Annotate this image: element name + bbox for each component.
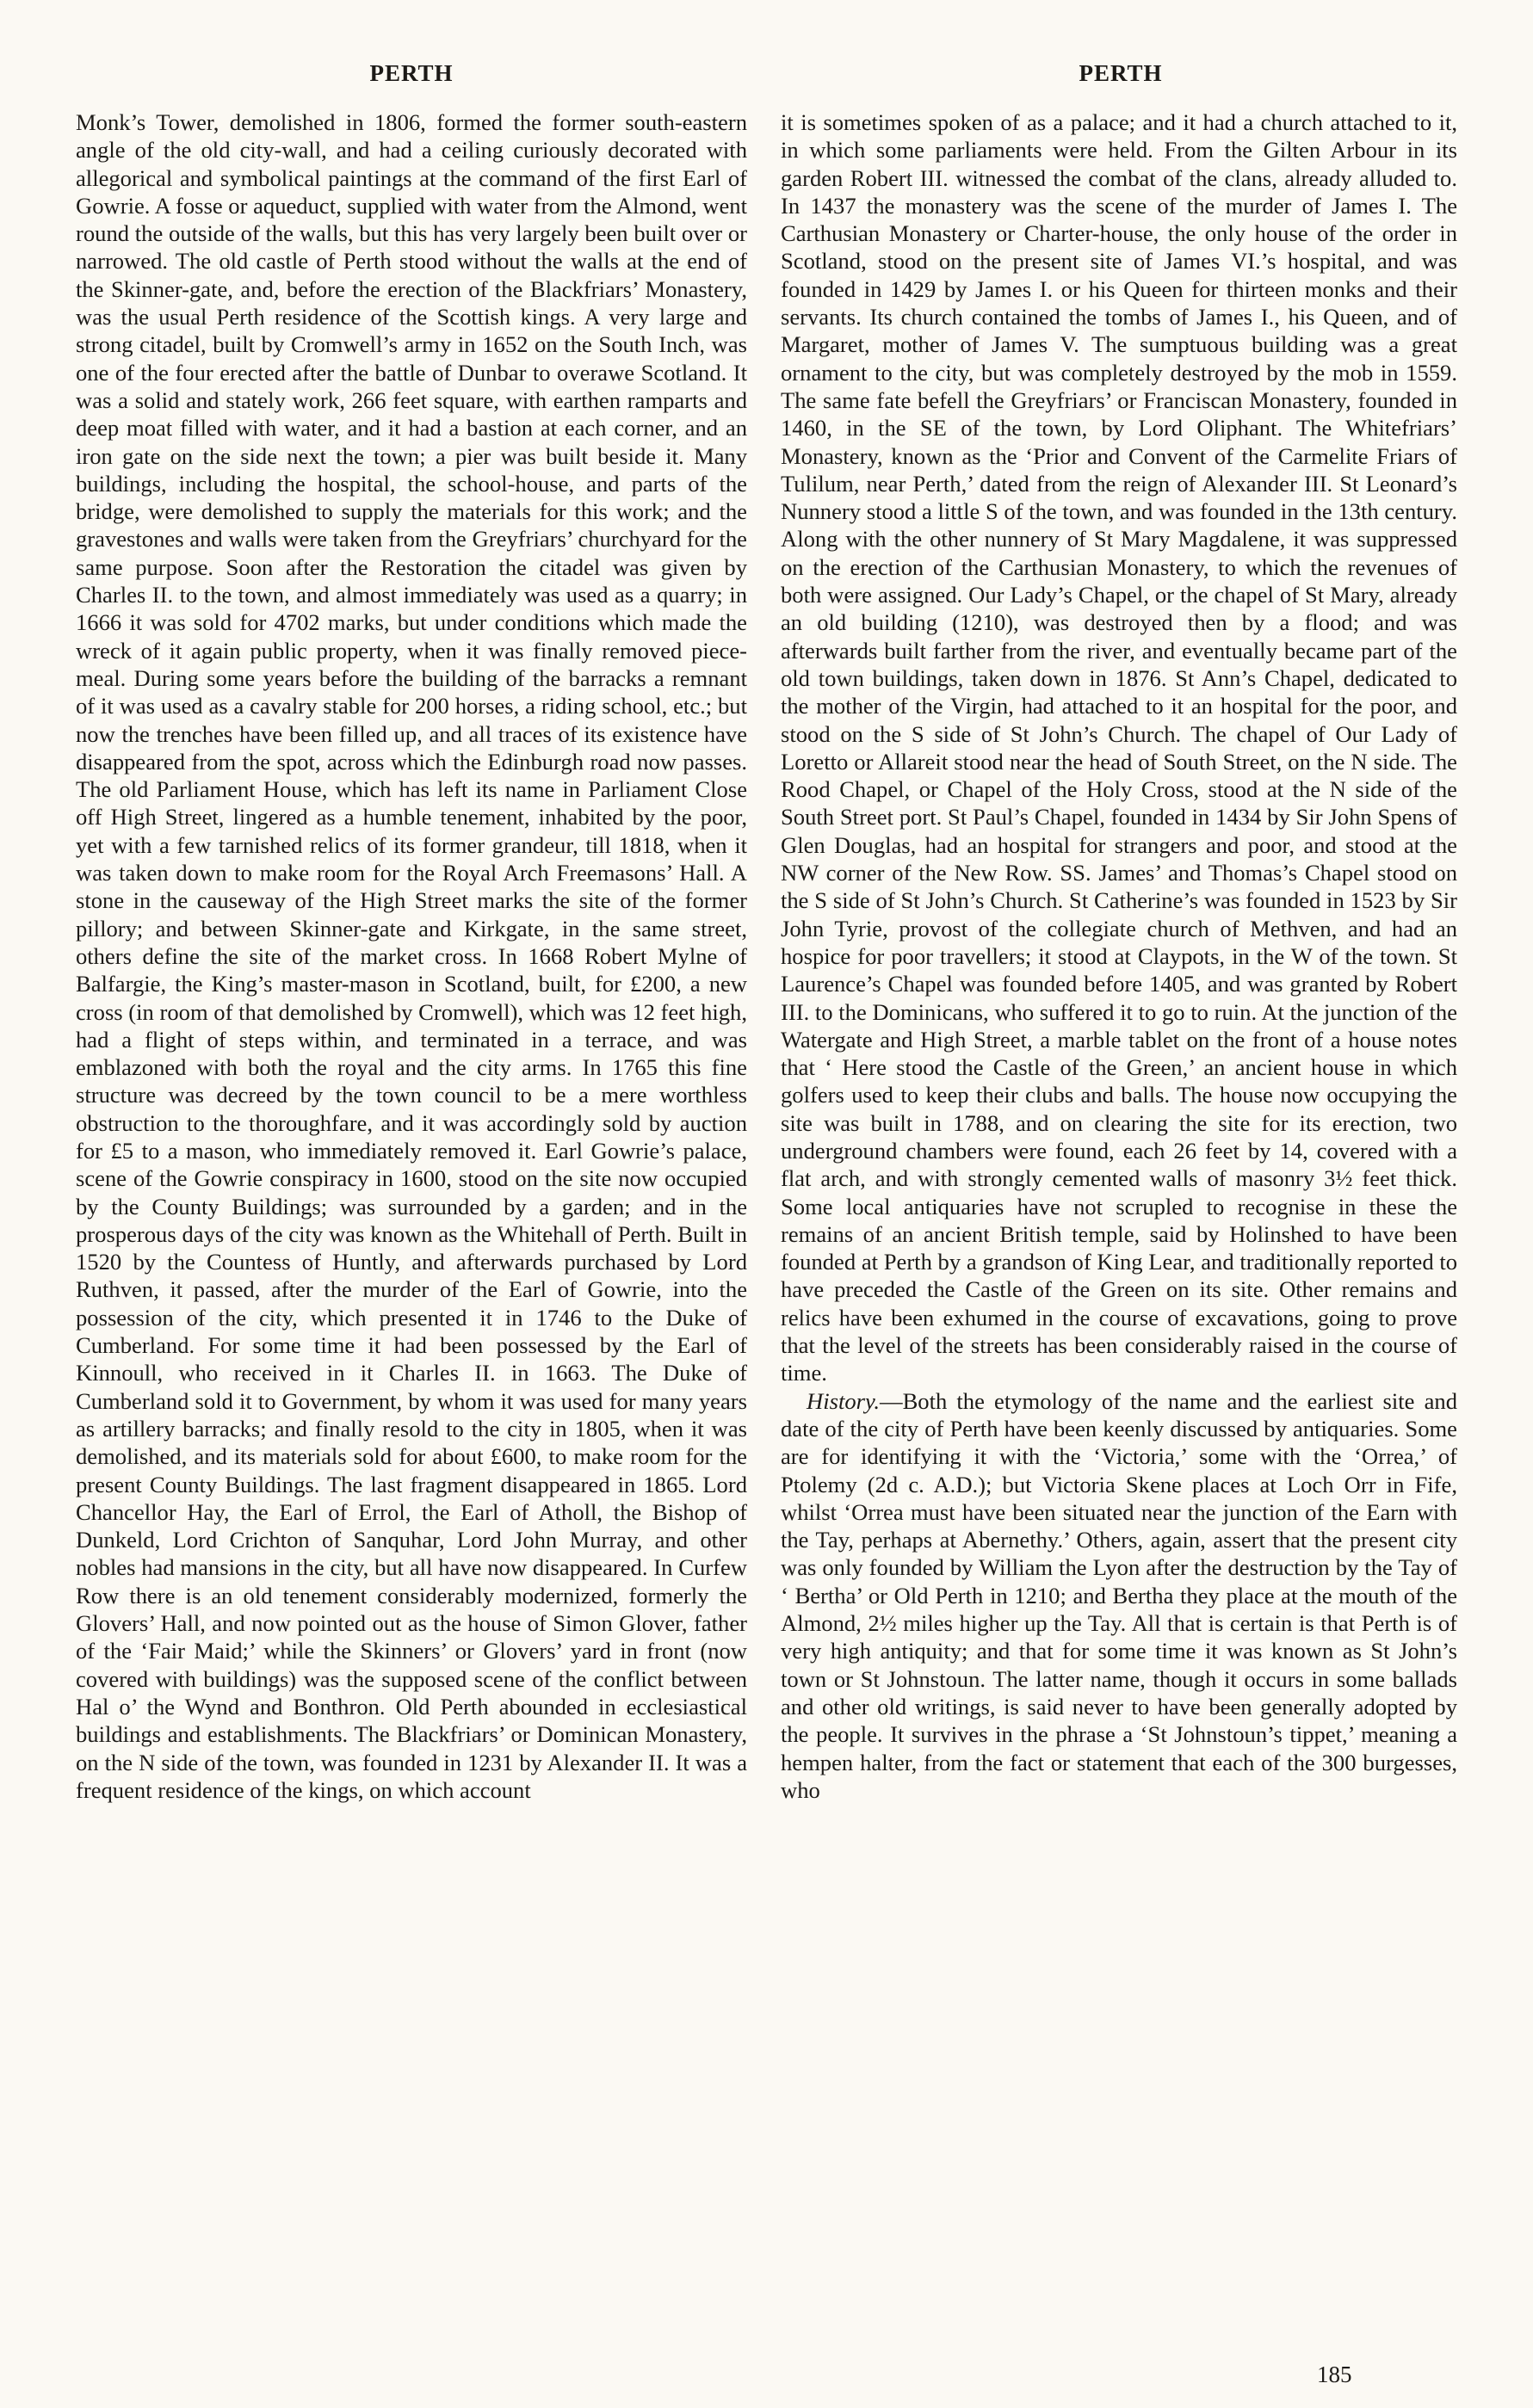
history-paragraph: [781, 1387, 1457, 1804]
right-column: [781, 108, 1457, 1804]
paragraph: it is sometimes spoken of as a palace; and it had a church attached to it, in which some parliaments were held. From the Gilten Arbour in its garden Robert III. witnessed the combat of the clans, already alluded to. In 1437 the monastery was the scene of the murder of James I. The Carthusian Monastery or Charter-house, the only house of the order in Scotland, stood on the present site of James VI.’s hospital, and was founded in 1429 by James I. or his Queen for thirteen monks and their servants. Its church contained the tombs of James I., his Queen, and of Margaret, mother of James V. The sumptuous building was a great ornament to the city, but was completely destroyed by the mob in 1559. The same fate befell the Greyfriars’ or Franciscan Monastery, founded in 1460, in the SE of the town, by Lord Oliphant. The Whitefriars’ Monastery, known as the ‘Prior and Convent of the Carmelite Friars of Tulilum, near Perth,’ dated from the reign of Alexander III. St Leonard’s Nunnery stood a little S of the town, and was founded in the 13th century. Along with the other nunnery of St Mary Magdalene, it was suppressed on the erection of the Carthusian Monastery, to which the revenues of both were assigned. Our Lady’s Chapel, or the chapel of St Mary, already an old building (1210), was destroyed then by a flood; and was afterwards built farther from the river, and eventually became part of the old town buildings, taken down in 1876. St Ann’s Chapel, dedicated to the mother of the Virgin, had attached to it an hospital for the poor, and stood on the S side of St John’s Church. The chapel of Our Lady of Loretto or Allareit stood near the head of South Street, on the N side. The Rood Chapel, or Chapel of the Holy Cross, stood at the N side of the South Street port. St Paul’s Chapel, founded in 1434 by Sir John Spens of Glen Douglas, had an hospital for strangers and poor, and stood at the NW corner of the New Row. SS. James’ and Thomas’s Chapel stood on the S side of St John’s Church. St Catherine’s was founded in 1523 by Sir John Tyrie, provost of the collegiate church of Methven, and had an hospice for poor travellers; it stood at Claypots, in the W of the town. St Laurence’s Chapel was founded before 1405, and was granted by Robert III. to the Dominicans, who suffered it to go to ruin. At the junction of the Watergate and High Street, a marble tablet on the front of a house notes that ‘ Here stood the Castle of the Green,’ an ancient house in which golfers used to keep their clubs and balls. The house now occupying the site was built in 1788, and on clearing the site for its erection, two underground chambers were found, each 26 feet by 14, covered with a flat arch, and with strongly cemented walls of masonry 3½ feet thick. Some local antiquaries have not scrupled to recognise in these the remains of an ancient British temple, said by Holinshed to have been founded at Perth by a grandson of King Lear, and traditionally reported to have preceded the Castle of the Green on its site. Other remains and relics have been exhumed in the course of excavations, going to prove that the level of the streets has been considerably raised in the course of time.: [781, 109, 1457, 1386]
page-number: 185: [1317, 2362, 1352, 2387]
left-column: [76, 108, 747, 1804]
history-text: —Both the etymology of the name and the earliest site and date of the city of Perth have been keenly discussed by antiquaries. Some are for identifying it with the ‘Victoria,’ some with the ‘Orrea,’ of Ptolemy (2d c. A.D.); but Victoria Skene places at Loch Orr in Fife, whilst ‘Orrea must have been situated near the junction of the Earn with the Tay, perhaps at Abernethy.’ Others, again, assert that the present city was only founded by William the Lyon after the destruction by the Tay of ‘ Bertha’ or Old Perth in 1210; and Bertha they place at the mouth of the Almond, 2½ miles higher up the Tay. All that is certain is that Perth is of very high antiquity; and that for some time it was known as St John’s town or St Johnstoun. The latter name, though it occurs in some ballads and other old writings, is said never to have been generally adopted by the people. It survives in the phrase a ‘St Johnstoun’s tippet,’ meaning a hempen halter, from the fact or statement that each of the 300 burgesses, who: [781, 1387, 1457, 1803]
running-head-left: PERTH: [369, 60, 454, 86]
paragraph: Monk’s Tower, demolished in 1806, formed the former south-eastern angle of the old city-wall, and had a ceiling curiously decorated with allegorical and symbolical paintings at the command of the first Earl of Gowrie. A fosse or aqueduct, supplied with water from the Almond, went round the outside of the walls, but this has very largely been built over or narrowed. The old castle of Perth stood without the walls at the end of the Skinner-gate, and, before the erection of the Blackfriars’ Monastery, was the usual Perth residence of the Scottish kings. A very large and strong citadel, built by Cromwell’s army in 1652 on the South Inch, was one of the four erected after the battle of Dunbar to overawe Scotland. It was a solid and stately work, 266 feet square, with earthen ramparts and deep moat filled with water, and it had a bastion at each corner, and an iron gate on the side next the town; a pier was built beside it. Many buildings, including the hospital, the school-house, and parts of the bridge, were demolished to supply the materials for this work; and the gravestones and walls were taken from the Greyfriars’ churchyard for the same purpose. Soon after the Restoration the citadel was given by Charles II. to the town, and almost immediately was used as a quarry; in 1666 it was sold for 4702 marks, but under conditions which made the wreck of it again public property, when it was finally removed piece-meal. During some years before the building of the barracks a remnant of it was used as a cavalry stable for 200 horses, a riding school, etc.; but now the trenches have been filled up, and all traces of its existence have disappeared from the spot, across which the Edinburgh road now passes. The old Parliament House, which has left its name in Parliament Close off High Street, lingered as a humble tenement, inhabited by the poor, yet with a few tarnished relics of its former grandeur, till 1818, when it was taken down to make room for the Royal Arch Freemasons’ Hall. A stone in the causeway of the High Street marks the site of the former pillory; and between Skinner-gate and Kirkgate, in the same street, others define the site of the market cross. In 1668 Robert Mylne of Balfargie, the King’s master-mason in Scotland, built, for £200, a new cross (in room of that demolished by Cromwell), which was 12 feet high, had a flight of steps within, and terminated in a terrace, and was emblazoned with both the royal and the city arms. In 1765 this fine structure was decreed by the town council to be a mere worthless obstruction to the thoroughfare, and it was accordingly sold by auction for £5 to a mason, who immediately removed it. Earl Gowrie’s palace, scene of the Gowrie conspiracy in 1600, stood on the site now occupied by the County Buildings; was surrounded by a garden; and in the prosperous days of the city was known as the Whitehall of Perth. Built in 1520 by the Countess of Huntly, and afterwards purchased by Lord Ruthven, it passed, after the murder of the Earl of Gowrie, into the possession of the city, which presented it in 1746 to the Duke of Cumberland. For some time it had been possessed by the Earl of Kinnoull, who received in it Charles II. in 1663. The Duke of Cumberland sold it to Government, by whom it was used for many years as artillery barracks; and finally resold to the city in 1805, when it was demolished, and its materials sold for about £600, to make room for the present County Buildings. The last fragment disappeared in 1865. Lord Chancellor Hay, the Earl of Errol, the Earl of Atholl, the Bishop of Dunkeld, Lord Crichton of Sanquhar, Lord John Murray, and other nobles had mansions in the city, but all have now disappeared. In Curfew Row there is an old tenement considerably modernized, formerly the Glovers’ Hall, and now pointed out as the house of Simon Glover, father of the ‘Fair Maid;’ while the Skinners’ or Glovers’ yard in front (now covered with buildings) was the supposed scene of the conflict between Hal o’ the Wynd and Bonthron. Old Perth abounded in ecclesiastical buildings and establishments. The Blackfriars’ or Dominican Monastery, on the N side of the town, was founded in 1231 by Alexander II. It was a frequent residence of the kings, on which account: [76, 109, 747, 1803]
history-label: History.: [807, 1387, 880, 1414]
running-head-right: PERTH: [1079, 60, 1163, 86]
